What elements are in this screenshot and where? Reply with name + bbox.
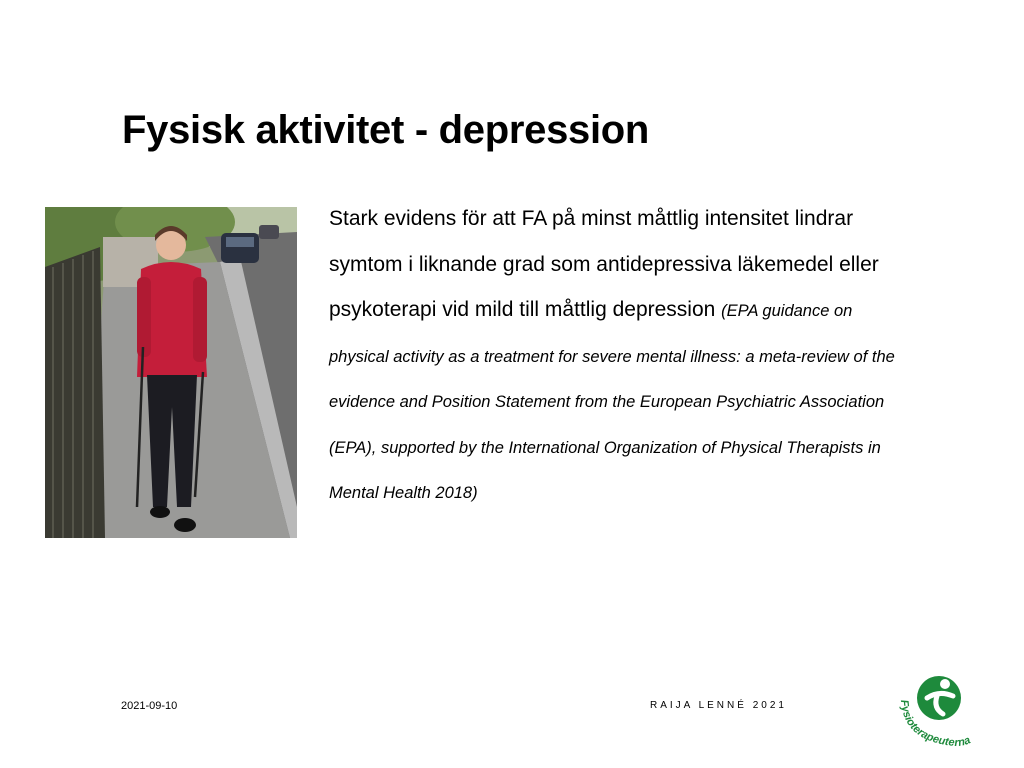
fysioterapeuterna-logo bbox=[893, 670, 983, 750]
slide-title: Fysisk aktivitet - depression bbox=[122, 108, 650, 152]
body-main-text: Stark evidens för att FA på minst måttlig intensitet lindrar symtom i liknande grad som antidepressiva läkemedel eller psykoterapi vid mild till måttlig depression bbox=[329, 207, 879, 321]
footer-date: 2021-09-10 bbox=[121, 700, 178, 712]
logo-text: Fysioterapeuterna bbox=[897, 699, 973, 750]
photo-woman-nordic-walking bbox=[45, 207, 297, 538]
body-citation: (EPA guidance on physical activity as a treatment for severe mental illness: a meta-review of the evidence and Position Statement from the European Psychiatric Association (EPA), supported by the International Organization of Physical Therapists in Mental Health 2018) bbox=[329, 302, 895, 502]
footer-author: RAIJA LENNÉ 2021 bbox=[650, 700, 787, 711]
body-text bbox=[329, 196, 909, 515]
